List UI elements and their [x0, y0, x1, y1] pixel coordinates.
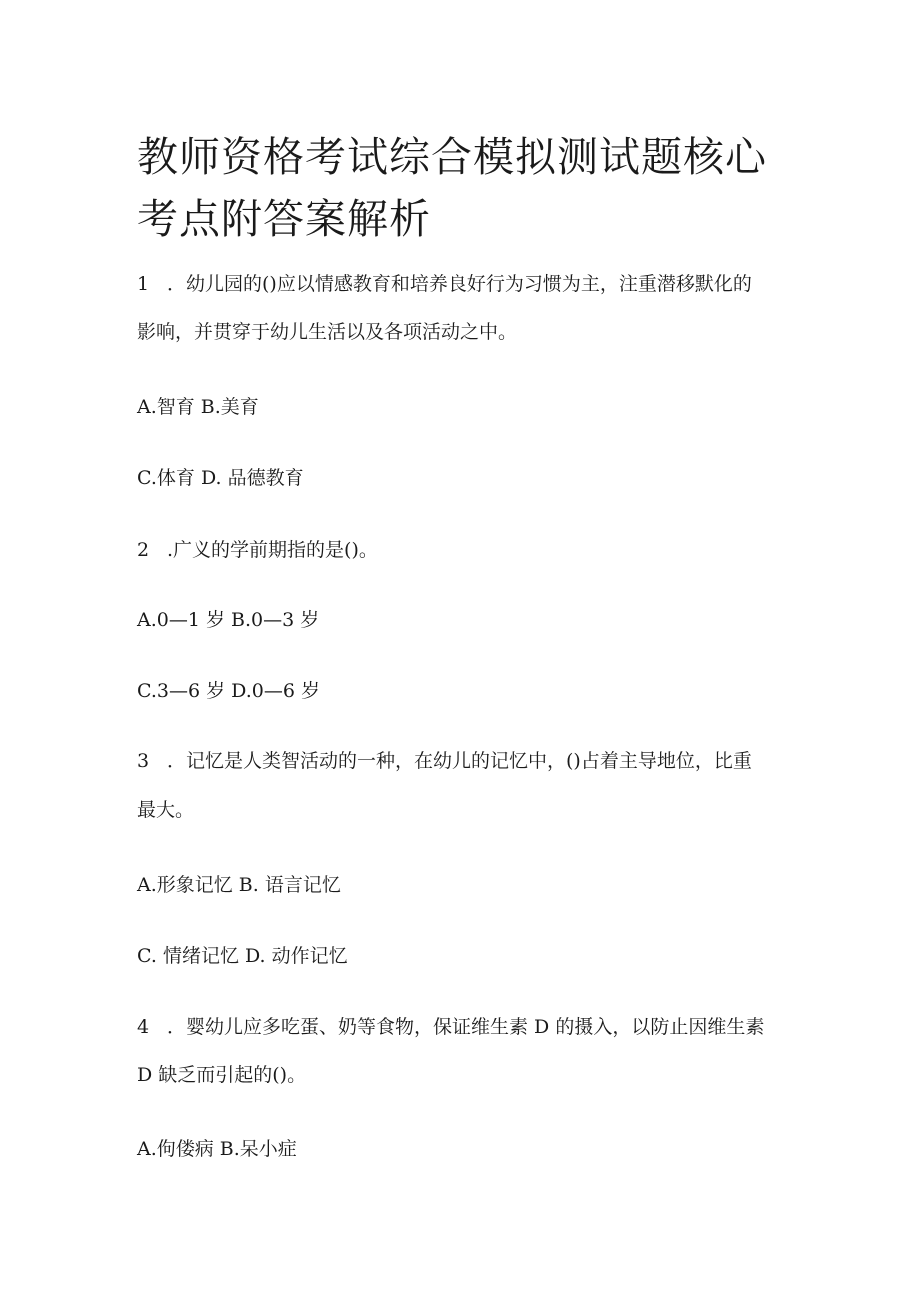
question-1-options-cd: C.体育 D. 品德教育: [137, 467, 304, 489]
title-line-2: 考点附答案解析: [137, 195, 431, 243]
question-3-stem-line-1: ．记忆是人类智活动的一种，在幼儿的记忆中，()占着主导地位，比重: [167, 750, 752, 772]
question-3-options-cd: C. 情绪记忆 D. 动作记忆: [137, 945, 348, 967]
question-4-stem: [137, 1013, 797, 1041]
question-4-stem-line-1: ．婴幼儿应多吃蛋、奶等食物，保证维生素 D 的摄入，以防止因维生素: [167, 1016, 765, 1038]
question-1-number: 1: [137, 273, 150, 295]
question-1-stem-line-1: ．幼儿园的()应以情感教育和培养良好行为习惯为主，注重潜移默化的: [167, 273, 752, 295]
question-3-stem: [137, 747, 797, 775]
question-1-stem-line-2: 影响，并贯穿于幼儿生活以及各项活动之中。: [137, 321, 518, 343]
title-line-1: 教师资格考试综合模拟测试题核心: [137, 133, 767, 181]
question-1-stem: [137, 270, 797, 298]
question-3-stem-line-2: 最大。: [137, 799, 195, 821]
question-1-options-ab: A.智育 B.美育: [137, 396, 259, 418]
question-3-number: 3: [137, 750, 150, 772]
document-title: [137, 126, 797, 250]
question-2-number: 2: [137, 539, 150, 561]
question-2-options-cd: C.3—6 岁 D.0—6 岁: [137, 680, 320, 702]
question-4-stem-line-2: D 缺乏而引起的()。: [137, 1064, 307, 1086]
question-2-stem: [137, 536, 797, 564]
question-2-stem-line-1: .广义的学前期指的是()。: [167, 539, 378, 561]
question-2-options-ab: A.0—1 岁 B.0—3 岁: [137, 609, 320, 631]
question-3-options-ab: A.形象记忆 B. 语言记忆: [137, 874, 341, 896]
question-4-number: 4: [137, 1016, 150, 1038]
question-4-options-ab: A.佝偻病 B.呆小症: [137, 1138, 297, 1160]
